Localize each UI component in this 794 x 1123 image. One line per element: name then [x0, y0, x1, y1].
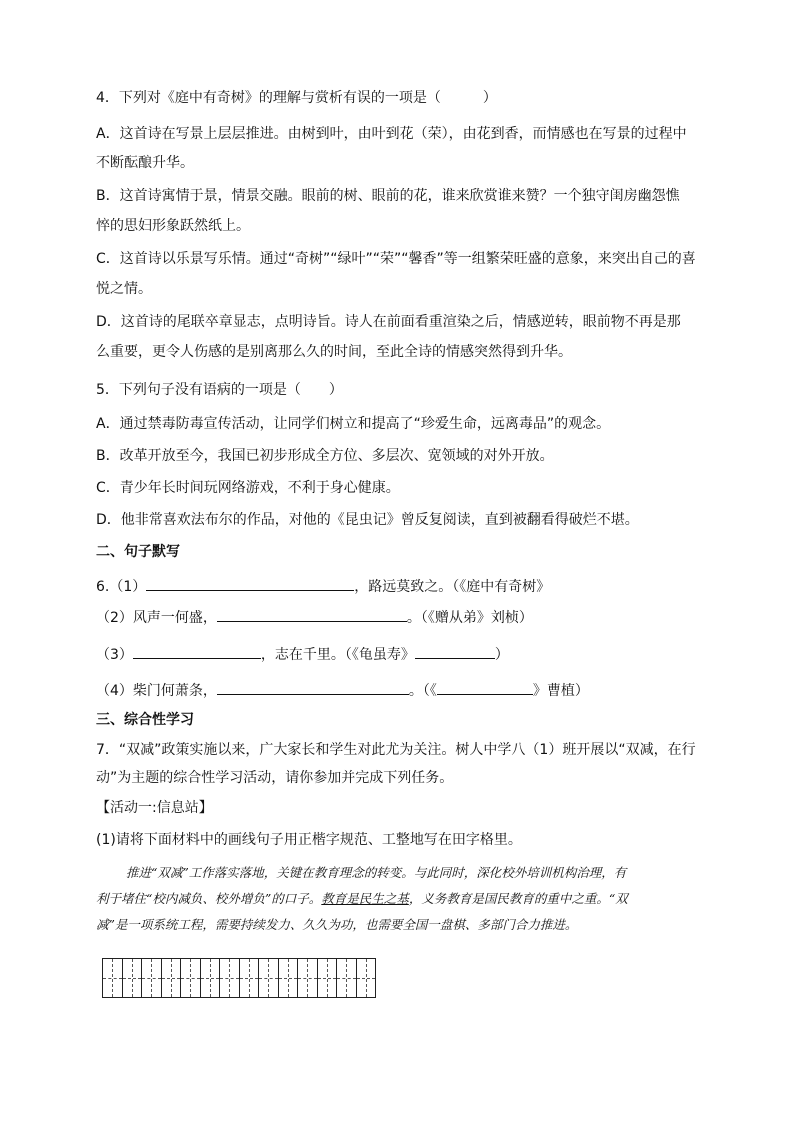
- reading-material: [96, 860, 696, 938]
- tianzige-cell[interactable]: [240, 959, 260, 997]
- q6-blank-3-author[interactable]: [415, 642, 495, 659]
- q6-line1-prefix: 6.（1）: [96, 579, 147, 595]
- material-text-2b: ，义务教育是国民教育的重中之重。“双: [408, 891, 628, 906]
- q6-line2: [96, 605, 716, 628]
- material-line1: [96, 860, 696, 886]
- q5-option-c: C．青少年长时间玩网络游戏，不利于身心健康。: [96, 480, 400, 496]
- q4-option-d-line2: 么重要，更令人伤感的是别离那么久的时间，至此全诗的情感突然得到升华。: [96, 344, 572, 360]
- q4-stem: 4．下列对《庭中有奇树》的理解与赏析有误的一项是（ ）: [96, 90, 497, 106]
- material-text-3: 减”是一项系统工程，需要持续发力、久久为功，也需要全国一盘棋、多部门合力推进。: [96, 917, 578, 932]
- tianzige-cell[interactable]: [162, 959, 182, 997]
- tianzige-cell[interactable]: [103, 959, 123, 997]
- tianzige-cell[interactable]: [337, 959, 357, 997]
- tianzige-cell[interactable]: [357, 959, 376, 997]
- q5-option-d: D．他非常喜欢法布尔的作品，对他的《昆虫记》曾反复阅读，直到被翻看得破烂不堪。: [96, 512, 639, 528]
- q6-blank-2[interactable]: [217, 605, 407, 622]
- q5-stem: 5．下列句子没有语病的一项是（ ）: [96, 382, 343, 398]
- q7-task-1: (1)请将下面材料中的画线句子用正楷字规范、工整地写在田字格里。: [96, 832, 522, 848]
- section-heading-dictation: 二、句子默写: [96, 544, 180, 560]
- tianzige-cell[interactable]: [201, 959, 221, 997]
- q6-line4-prefix: （4）柴门何萧条，: [96, 683, 217, 699]
- q6-line2-suffix: 。（《赠从弟》刘桢）: [406, 610, 533, 626]
- tianzige-cell[interactable]: [279, 959, 299, 997]
- q4-option-a-line2: 不断酝酿升华。: [96, 155, 194, 171]
- q6-line1-suffix: ，路远莫致之。（《庭中有奇树》: [354, 579, 551, 595]
- q6-line3: [96, 642, 716, 665]
- q5-option-b: B．改革开放至今，我国已初步形成全方位、多层次、宽领域的对外开放。: [96, 448, 554, 464]
- q6-blank-4[interactable]: [217, 678, 409, 695]
- material-text-1: 推进“双减”工作落实落地，关键在教育理念的转变。与此同时，深化校外培训机构治理，有: [126, 865, 627, 880]
- tianzige-cell[interactable]: [318, 959, 338, 997]
- q6-line4-suffix: 》曹植）: [532, 683, 589, 699]
- material-line2: [96, 886, 696, 912]
- section-heading-comprehensive: 三、综合性学习: [96, 712, 194, 728]
- q6-line2-prefix: （2）风声一何盛，: [96, 610, 217, 626]
- q5-option-a: A．通过禁毒防毒宣传活动，让同学们树立和提高了“珍爱生命，远离毒品”的观念。: [96, 416, 611, 432]
- q6-blank-3[interactable]: [133, 642, 261, 659]
- q7-stem-line1: 7．“双减”政策实施以来，广大家长和学生对此尤为关注。树人中学八（1）班开展以“双减，在行: [96, 742, 696, 758]
- q4-option-c-line1: C．这首诗以乐景写乐情。通过“奇树”“绿叶”“荣”“馨香”等一组繁荣旺盛的意象，来突出自己的喜: [96, 251, 696, 267]
- material-text-2a: 利于堵住“校内减负、校外增负”的口子。: [96, 891, 322, 906]
- q6-line4-middle: 。（《: [408, 683, 437, 699]
- tianzige-cell[interactable]: [220, 959, 240, 997]
- tianzige-cell[interactable]: [123, 959, 143, 997]
- q6-line3-middle: ，志在千里。（《龟虽寿》: [260, 647, 415, 663]
- q4-option-d-line1: D．这首诗的尾联卒章显志，点明诗旨。诗人在前面看重渲染之后，情感逆转，眼前物不再是那: [96, 314, 681, 330]
- material-underlined-sentence: 教育是民生之基: [321, 891, 409, 906]
- q7-stem-line2: 动”为主题的综合性学习活动，请你参加并完成下列任务。: [96, 770, 454, 786]
- q6-blank-1[interactable]: [146, 574, 354, 591]
- q6-line1: [96, 574, 716, 597]
- q6-line4: [96, 678, 716, 701]
- q6-line3-suffix: ）: [494, 647, 509, 663]
- tianzige-cell[interactable]: [259, 959, 279, 997]
- tianzige-cell[interactable]: [298, 959, 318, 997]
- material-line3: [96, 912, 696, 938]
- q4-option-b-line1: B．这首诗寓情于景，情景交融。眼前的树、眼前的花，谁来欣赏谁来赞？一个独守闺房幽怨憔: [96, 188, 680, 204]
- q4-option-a-line1: A．这首诗在写景上层层推进。由树到叶，由叶到花（荣），由花到香，而情感也在写景的过程中: [96, 126, 687, 142]
- tianzige-grid[interactable]: [102, 958, 376, 998]
- q6-line3-prefix: （3）: [96, 647, 133, 663]
- q6-blank-4-title[interactable]: [437, 678, 533, 695]
- tianzige-cell[interactable]: [142, 959, 162, 997]
- q7-activity-heading: 【活动一:信息站】: [96, 800, 213, 816]
- q4-option-c-line2: 悦之情。: [96, 281, 152, 297]
- tianzige-cell[interactable]: [181, 959, 201, 997]
- q4-option-b-line2: 悴的思妇形象跃然纸上。: [96, 218, 250, 234]
